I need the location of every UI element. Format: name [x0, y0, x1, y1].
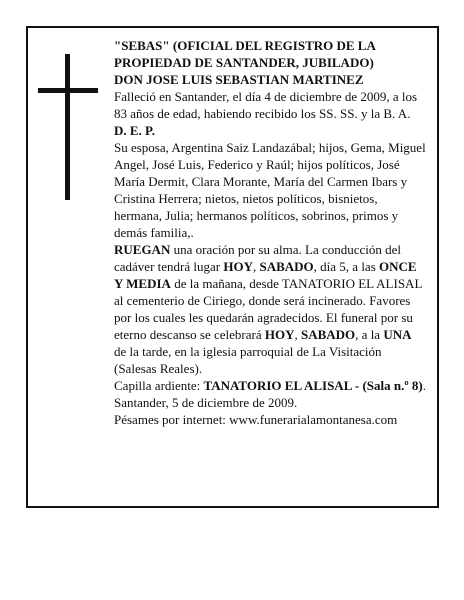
sabado-word: SABADO	[259, 259, 314, 274]
family-list: Su esposa, Argentina Saiz Landazábal; hijos, Gema, Miguel Angel, José Luis, Federico y Raúl; hijos políticos, José María Dermit, Clara Morante, María del Carmen Ibars y Cristina Herrera; nietos, nietos políticos, bisnietos, hermana, Julia; hermanos políticos, sobrinos, primos y demás familia,.	[114, 140, 426, 240]
chapel-place: TANATORIO EL ALISAL - (Sala n.º 8)	[203, 378, 423, 393]
condolences-line: Pésames por internet: www.funerarialamontanesa.com	[114, 412, 398, 427]
cross-icon	[38, 54, 98, 200]
once-y-media: ONCE Y MEDIA	[114, 259, 417, 291]
una-word: UNA	[383, 327, 412, 342]
chapel-line	[114, 377, 426, 394]
request-text-5: ,	[294, 327, 301, 342]
deceased-name: DON JOSE LUIS SEBASTIAN MARTINEZ	[114, 72, 364, 87]
request-text-1: una oración por su alma. La conducción del cadáver tendrá lugar	[114, 242, 402, 274]
funeral-request	[114, 241, 426, 377]
request-text-6: , a la	[355, 327, 384, 342]
dep-line: D. E. P.	[114, 123, 156, 138]
cross-horizontal-bar	[38, 88, 98, 93]
request-text-4: de la mañana, desde TANATORIO EL ALISAL al cementerio de Ciriego, donde será incinerado. Favores por los cuales les quedarán agradecidos. El funeral por su eterno descanso se celebrará	[114, 276, 422, 342]
chapel-label: Capilla ardiente:	[114, 378, 204, 393]
cross-vertical-bar	[65, 54, 70, 200]
deceased-title: "SEBAS" (OFICIAL DEL REGISTRO DE LA PROPIEDAD DE SANTANDER, JUBILADO)	[114, 38, 376, 70]
hoy-word: HOY	[223, 259, 253, 274]
request-text-7: de la tarde, en la iglesia parroquial de La Visitación (Salesas Reales).	[114, 344, 382, 376]
chapel-end: .	[422, 378, 426, 393]
obituary-text	[114, 37, 426, 428]
request-text-2: ,	[252, 259, 260, 274]
death-statement: Falleció en Santander, el día 4 de diciembre de 2009, a los 83 años de edad, habiendo recibido los SS. SS. y la B. A.	[114, 89, 418, 121]
hoy-word-2: HOY	[264, 327, 295, 342]
date-line: Santander, 5 de diciembre de 2009.	[114, 395, 298, 410]
ruegan-word: RUEGAN	[114, 242, 171, 257]
request-text-3: , día 5, a las	[313, 259, 380, 274]
sabado-word-2: SABADO	[300, 327, 356, 342]
